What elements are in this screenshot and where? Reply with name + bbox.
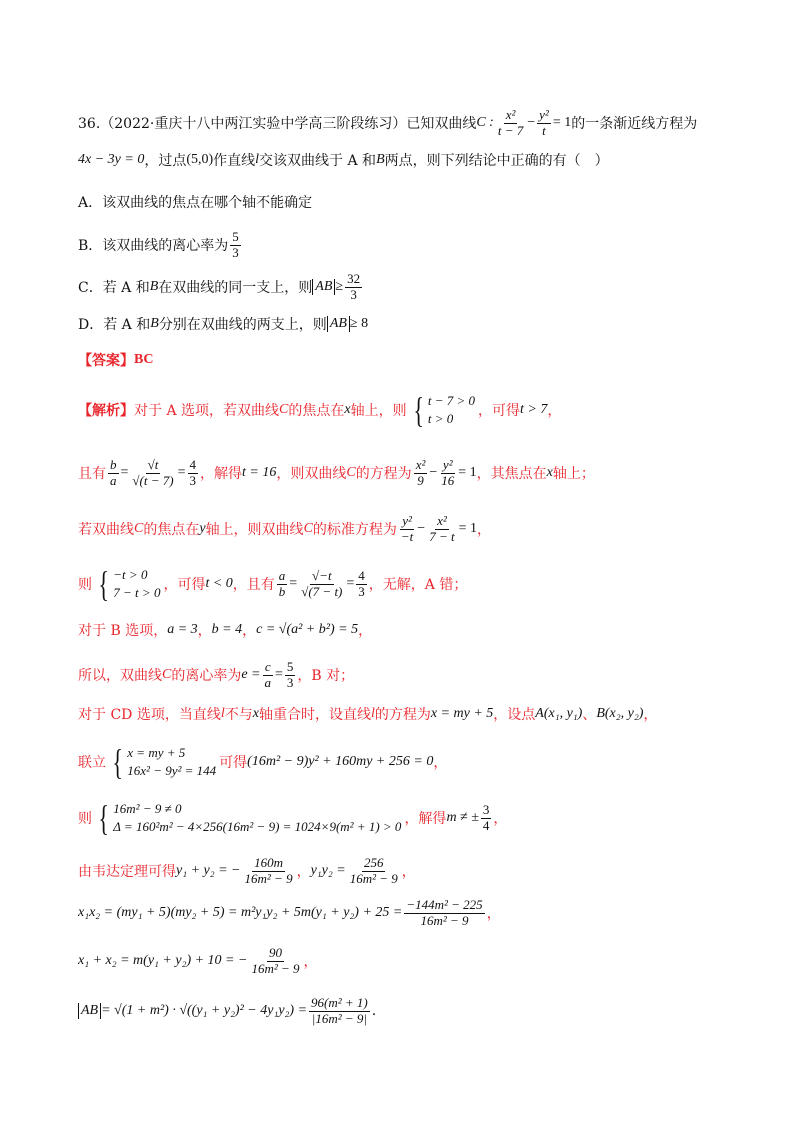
math: x₁ + x₂ = m(y₁ + y₂) + 10 = −: [78, 953, 248, 969]
minus: −: [417, 521, 426, 537]
text: ，: [197, 623, 212, 639]
math: c = √(a² + b²) = 5: [256, 622, 359, 637]
option-b: [78, 230, 760, 261]
text: 、: [582, 707, 597, 723]
analysis-line-10: [78, 856, 760, 887]
text: ，: [477, 522, 491, 539]
fraction: $\frac{\text{96(m² + 1)}}{\text{|16m² − 9|}}$: [311, 995, 368, 1026]
eq: =: [177, 465, 186, 481]
abs-ab: AB: [327, 316, 350, 332]
text: ，则双曲线: [276, 466, 347, 483]
var: x: [546, 465, 553, 481]
text: 对于 CD 选项，当直线: [78, 707, 221, 723]
result: t > 7: [520, 402, 548, 417]
equation-system: { x = my + 5 16x² − 9y² = 144: [112, 742, 217, 782]
fraction: $\frac{\text{x²}}{7 - t}$: [429, 513, 455, 544]
eq: = 1: [458, 521, 477, 537]
text: 若双曲线: [78, 522, 134, 539]
analysis-line-9: [78, 800, 760, 836]
text: ，设点: [493, 707, 536, 723]
text: ，可得: [478, 403, 521, 419]
line-var: l: [255, 152, 260, 167]
fraction: $\frac{\text{x²}}{9}$: [415, 457, 426, 488]
var: l: [370, 706, 375, 721]
eq: =: [275, 667, 283, 683]
text: 可得: [219, 755, 248, 771]
fraction: $\frac{160m}{\text{16m² − 9}}$: [244, 855, 293, 886]
eq: =: [120, 465, 129, 481]
fraction: $\frac{\text{−144m² − 225}}{\text{16m² − 9}}$: [406, 897, 483, 928]
var: C: [303, 521, 313, 537]
text: 对于 B 选项，: [78, 623, 168, 639]
text: ，: [493, 811, 508, 827]
math: A(x₁, y₁): [535, 706, 583, 721]
text: ，: [303, 954, 318, 971]
math: b = 4: [211, 622, 243, 637]
question-stem-line-2: [78, 150, 760, 170]
eq: =: [289, 576, 298, 591]
answer-line: [78, 350, 760, 370]
inequality-system: { 16m² − 9 ≠ 0 Δ = 160²m² − 4×256(16m² − 9) = 1024×9(m² + 1) > 0: [98, 798, 402, 838]
fraction: $\frac{a}{b}$: [278, 567, 286, 599]
fraction: $\frac{√t}{√(t - 7)}$: [132, 457, 174, 488]
text: 且有: [78, 466, 106, 483]
fraction: $\frac{3}{4}$: [482, 801, 490, 833]
fraction: $\frac{256}{\text{16m² − 9}}$: [349, 855, 398, 886]
stem-text: 两点，则下列结论中正确的有（ ）: [384, 153, 609, 169]
option-d-text-2: 分别在双曲线的两支上，则: [158, 317, 327, 333]
text: 轴上，则: [350, 403, 407, 419]
math: m ≠ ±: [446, 810, 479, 825]
text: ，可得: [163, 577, 206, 593]
text: 的焦点在: [143, 522, 200, 539]
text: ，: [296, 864, 311, 881]
var: C: [162, 667, 172, 683]
option-d: [78, 314, 760, 334]
text: ，: [401, 864, 416, 881]
text: ，: [358, 623, 373, 639]
eq: =: [346, 576, 355, 591]
option-b-fraction: $\frac{5}{3}$: [232, 229, 239, 260]
text: 的方程为: [374, 707, 431, 723]
analysis-line-4: [78, 566, 760, 602]
abs-ab: AB: [312, 279, 335, 295]
point: (5,0): [186, 152, 214, 167]
text: ，: [547, 403, 562, 419]
text: 轴重合时，设直线: [258, 707, 371, 723]
text: 则: [78, 811, 92, 827]
option-a: [78, 192, 760, 212]
text: 轴上；: [552, 466, 595, 483]
text: ，B 对；: [297, 668, 355, 685]
stem-text: 交该双曲线于 A 和: [259, 153, 377, 169]
text: .: [371, 1003, 377, 1020]
inequality-system: { −t > 0 7 − t > 0: [98, 564, 161, 604]
text: ，无解，A 错；: [368, 577, 468, 593]
var: C: [346, 465, 356, 481]
text: 轴上，则双曲线: [205, 522, 304, 539]
option-d-text: D．若 A 和: [78, 317, 151, 333]
eq: = 1: [458, 465, 477, 481]
option-c-fraction: $\frac{32}{3}$: [347, 271, 361, 302]
stem-fraction-x: $\frac{\text{x²}}{t - 7}$: [497, 107, 524, 138]
var: x: [344, 402, 351, 417]
inequality-system: { t − 7 > 0 t > 0: [413, 390, 476, 430]
stem-fraction-y: $\frac{\text{y²}}{t}$: [539, 107, 549, 138]
analysis-line-1: [78, 392, 760, 428]
analysis-line-11: [78, 898, 760, 929]
analysis-line-7: [78, 704, 760, 724]
question-stem-text: 36.（2022·重庆十八中两江实验中学高三阶段练习）已知双曲线: [78, 116, 477, 133]
analysis-line-6: [78, 660, 760, 691]
fraction: $\frac{c}{a}$: [264, 659, 272, 690]
math: a = 3: [167, 622, 198, 637]
stem-text: 作直线: [213, 153, 256, 169]
var: C: [279, 402, 289, 417]
stem-text: ，过点: [144, 153, 187, 169]
stem-tail: 的一条渐近线方程为: [571, 116, 698, 133]
text: ，解得: [404, 811, 447, 827]
text: 的标准方程为: [312, 522, 397, 539]
fraction: $\frac{90}{\text{16m² − 9}}$: [251, 945, 300, 976]
math: x = my + 5: [430, 706, 494, 721]
fraction: $\frac{\text{y²}}{-t}$: [400, 513, 414, 544]
answer-value: BC: [134, 352, 154, 367]
result: t < 0: [205, 576, 233, 591]
text: 的方程为: [355, 466, 412, 483]
math: y₁y₂ =: [310, 863, 346, 879]
var: y: [199, 521, 206, 537]
text: ，解得: [200, 466, 242, 483]
option-c-text-2: 在双曲线的同一支上，则: [158, 280, 313, 297]
equals-one: = 1: [552, 115, 572, 131]
math: e =: [241, 667, 261, 683]
math: y₁ + y₂ = −: [176, 863, 241, 879]
text: 的焦点在: [288, 403, 345, 419]
answer-label: 【答案】: [78, 353, 134, 369]
fraction: $\frac{√-t}{√(7 - t)}$: [301, 567, 343, 599]
text: 对于 A 选项，若双曲线: [134, 403, 280, 419]
text: ，: [242, 623, 257, 639]
result: t = 16: [242, 465, 277, 481]
math: x₁x₂ = (my₁ + 5)(my₂ + 5) = m²y₁y₂ + 5m(y₁ + y₂) + 25 =: [78, 905, 403, 921]
math: = √(1 + m²) · √((y₁ + y₂)² − 4y₁y₂) =: [101, 1003, 308, 1019]
abs-ab: AB: [78, 1003, 101, 1019]
analysis-line-12: [78, 946, 760, 977]
text: 不与: [224, 707, 253, 723]
var: l: [220, 706, 225, 721]
text: 则: [78, 577, 92, 593]
text: ，: [643, 707, 658, 723]
fraction: $\frac{\text{y²}}{16}$: [441, 457, 455, 488]
relation: ≥ 8: [349, 316, 369, 331]
analysis-line-2: [78, 458, 760, 489]
fraction: $\frac{4}{3}$: [358, 567, 365, 599]
text: ，且有: [232, 577, 275, 593]
var: x: [252, 706, 259, 721]
fraction: $\frac{4}{3}$: [189, 457, 196, 488]
fraction: $\frac{b}{a}$: [110, 457, 117, 488]
option-b-text: B．该双曲线的离心率为: [78, 238, 229, 255]
analysis-line-3: [78, 514, 760, 545]
analysis-line-13: [78, 996, 760, 1027]
asymptote-equation: 4x − 3y = 0: [78, 152, 145, 167]
text: 联立: [78, 755, 106, 771]
minus-sign: −: [527, 115, 536, 131]
var: C: [134, 521, 144, 537]
text: 由韦达定理可得: [78, 864, 176, 881]
fraction: $\frac{5}{3}$: [286, 659, 294, 690]
question-stem-line-1: [78, 108, 760, 139]
text: 所以，双曲线: [78, 668, 162, 685]
option-c-text: C．若 A 和: [78, 280, 150, 297]
option-c: [78, 272, 760, 303]
math: (16m² − 9)y² + 160my + 256 = 0: [247, 754, 434, 769]
point-var: B: [376, 152, 385, 167]
analysis-label: 【解析】: [78, 403, 134, 419]
text: ，其焦点在: [476, 466, 547, 483]
var: B: [149, 279, 159, 295]
minus: −: [429, 465, 438, 481]
analysis-line-5: [78, 620, 760, 640]
option-a-text: A．该双曲线的焦点在哪个轴不能确定: [78, 195, 313, 211]
curve-name: C :: [476, 115, 494, 131]
text: ，: [433, 755, 448, 771]
analysis-line-8: [78, 744, 760, 780]
relation: ≥: [335, 279, 344, 295]
var: B: [150, 316, 159, 331]
math: B(x₂, y₂): [596, 706, 644, 721]
text: 的离心率为: [171, 668, 242, 685]
text: ，: [486, 906, 501, 923]
